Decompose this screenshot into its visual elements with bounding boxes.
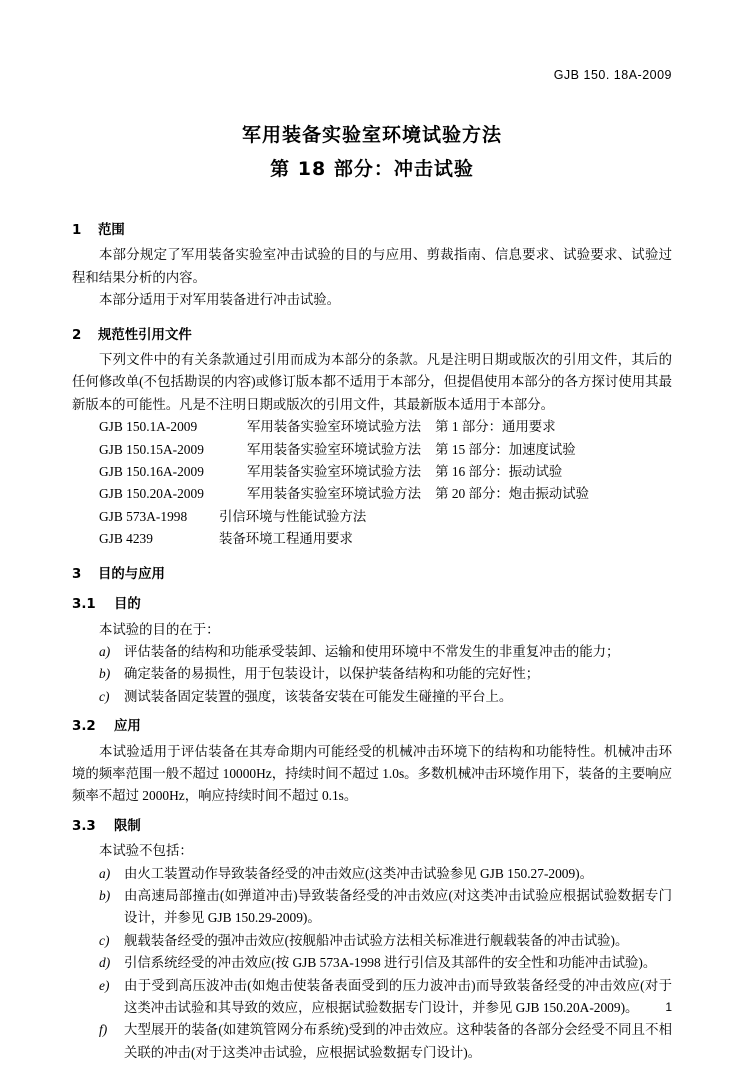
- document-body: [72, 220, 672, 1064]
- list-item-text: 确定装备的易损性，用于包装设计，以保护装备结构和功能的完好性；: [124, 666, 540, 682]
- section-number-2: 2: [72, 327, 82, 343]
- reference-part: 第 16 部分：振动试验: [435, 464, 563, 480]
- section-heading-3-3: [72, 816, 672, 838]
- section-number-1: 1: [72, 223, 82, 238]
- standard-code-header: GJB 150. 18A-2009: [553, 68, 672, 82]
- list-item: [72, 663, 672, 685]
- reference-item: [99, 461, 672, 483]
- document-title: [72, 0, 672, 186]
- list-item-label: b): [99, 887, 111, 903]
- reference-code: GJB 573A-1998: [99, 508, 188, 524]
- list-item-label: c): [99, 932, 110, 948]
- section-title-3-3: 限制: [114, 818, 141, 834]
- section-heading-3-1: [72, 594, 672, 616]
- list-item-text: 评估装备的结构和功能承受装卸、运输和使用环境中不常发生的非重复冲击的能力；: [124, 643, 620, 659]
- reference-code: GJB 4239: [99, 531, 153, 547]
- list-item-text: 由火工装置动作导致装备经受的冲击效应(这类冲击试验参见 GJB 150.27-2009)。: [124, 865, 594, 881]
- list-item: [72, 975, 672, 1020]
- list-item-label: a): [99, 865, 111, 881]
- section-heading-2: [72, 325, 672, 347]
- section-number-3: 3: [72, 566, 82, 582]
- list-item: [72, 885, 672, 930]
- list-item: [72, 686, 672, 708]
- reference-item: [99, 439, 672, 461]
- list-item: [72, 863, 672, 885]
- list-item-label: b): [99, 666, 111, 682]
- section-number-3-2: 3.2: [72, 719, 96, 735]
- reference-code: GJB 150.1A-2009: [99, 419, 198, 435]
- list-item-text: 引信系统经受的冲击效应(按 GJB 573A-1998 进行引信及其部件的安全性和功能冲击试验)。: [124, 955, 657, 971]
- reference-part: 第 15 部分：加速度试验: [435, 441, 576, 457]
- title-line-1: 军用装备实验室环境试验方法: [241, 124, 502, 146]
- section-number-3-3: 3.3: [72, 818, 96, 834]
- reference-name: 装备环境工程通用要求: [219, 531, 353, 547]
- section-heading-3-2: [72, 716, 672, 738]
- section-3-3-lead: 本试验不包括：: [99, 843, 193, 859]
- section-3-1-lead: 本试验的目的在于：: [99, 621, 220, 637]
- list-item-text: 测试装备固定装置的强度，该装备安装在可能发生碰撞的平台上。: [124, 688, 513, 704]
- section-2-paragraph-1: 下列文件中的有关条款通过引用而成为本部分的条款。凡是注明日期或版次的引用文件，其后的任何修改单(不包括勘误的内容)或修订版本都不适用于本部分，但提倡使用本部分的各方探讨使用其最新版本的可能性。凡是不注明日期或版次的引用文件，其最新版本适用于本部分。: [72, 352, 672, 412]
- list-item-label: d): [99, 955, 111, 971]
- section-title-3: 目的与应用: [98, 566, 165, 582]
- reference-name: 军用装备实验室环境试验方法: [247, 464, 422, 480]
- list-item: [72, 952, 672, 974]
- section-title-2: 规范性引用文件: [98, 327, 192, 343]
- reference-name: 军用装备实验室环境试验方法: [247, 419, 422, 435]
- section-title-3-2: 应用: [114, 719, 141, 735]
- section-title-3-1: 目的: [114, 597, 141, 613]
- page-number: 1: [665, 1000, 672, 1014]
- section-heading-1: [72, 220, 672, 242]
- reference-item: [99, 528, 672, 550]
- section-heading-3: [72, 564, 672, 586]
- section-3-1-list: [72, 641, 672, 708]
- reference-item: [99, 483, 672, 505]
- section-1-paragraph-2: 本部分适用于对军用装备进行冲击试验。: [99, 292, 341, 308]
- section-number-3-1: 3.1: [72, 597, 96, 613]
- list-item-text: 由高速局部撞击(如弹道冲击)导致装备经受的冲击效应(对这类冲击试验应根据试验数据专门设计，并参见 GJB 150.29-2009)。: [124, 887, 672, 926]
- reference-name: 引信环境与性能试验方法: [219, 508, 367, 524]
- reference-part: 第 20 部分：炮击振动试验: [435, 486, 590, 502]
- list-item: [72, 930, 672, 952]
- list-item-text: 大型展开的装备(如建筑管网分布系统)受到的冲击效应。这种装备的各部分会经受不同且不相关联的冲击(对于这类冲击试验，应根据试验数据专门设计)。: [124, 1022, 672, 1060]
- section-3-3-list: [72, 863, 672, 1065]
- list-item-text: 舰载装备经受的强冲击效应(按舰船冲击试验方法相关标准进行舰载装备的冲击试验)。: [124, 932, 629, 948]
- section-title-1: 范围: [98, 223, 125, 238]
- reference-code: GJB 150.15A-2009: [99, 441, 204, 457]
- list-item-label: a): [99, 643, 111, 659]
- list-item-label: e): [99, 977, 110, 993]
- list-item: [72, 1019, 672, 1064]
- reference-name: 军用装备实验室环境试验方法: [247, 486, 422, 502]
- reference-item: [99, 416, 672, 438]
- reference-item: [99, 506, 672, 528]
- list-item-text: 由于受到高压波冲击(如炮击使装备表面受到的压力波冲击)而导致装备经受的冲击效应(对于这类冲击试验和其导致的效应，应根据试验数据专门设计，并参见 GJB 150.20A-2009)。: [124, 977, 672, 1015]
- section-1-paragraph-1: 本部分规定了军用装备实验室冲击试验的目的与应用、剪裁指南、信息要求、试验要求、试验过程和结果分析的内容。: [72, 247, 672, 285]
- reference-name: 军用装备实验室环境试验方法: [247, 441, 422, 457]
- section-3-2-paragraph: 本试验适用于评估装备在其寿命期内可能经受的机械冲击环境下的结构和功能特性。机械冲击环境的频率范围一般不超过 10000Hz，持续时间不超过 1.0s。多数机械冲击环境作用下，装备的主要响应频率不超过 2000Hz，响应持续时间不超过 0.1s。: [72, 743, 672, 804]
- list-item-label: c): [99, 688, 110, 704]
- reference-part: 第 1 部分：通用要求: [435, 419, 556, 435]
- reference-code: GJB 150.16A-2009: [99, 464, 204, 480]
- list-item: [72, 641, 672, 663]
- reference-code: GJB 150.20A-2009: [99, 486, 204, 502]
- title-line-2: 第 18 部分：冲击试验: [270, 158, 474, 180]
- list-item-label: f): [99, 1022, 108, 1038]
